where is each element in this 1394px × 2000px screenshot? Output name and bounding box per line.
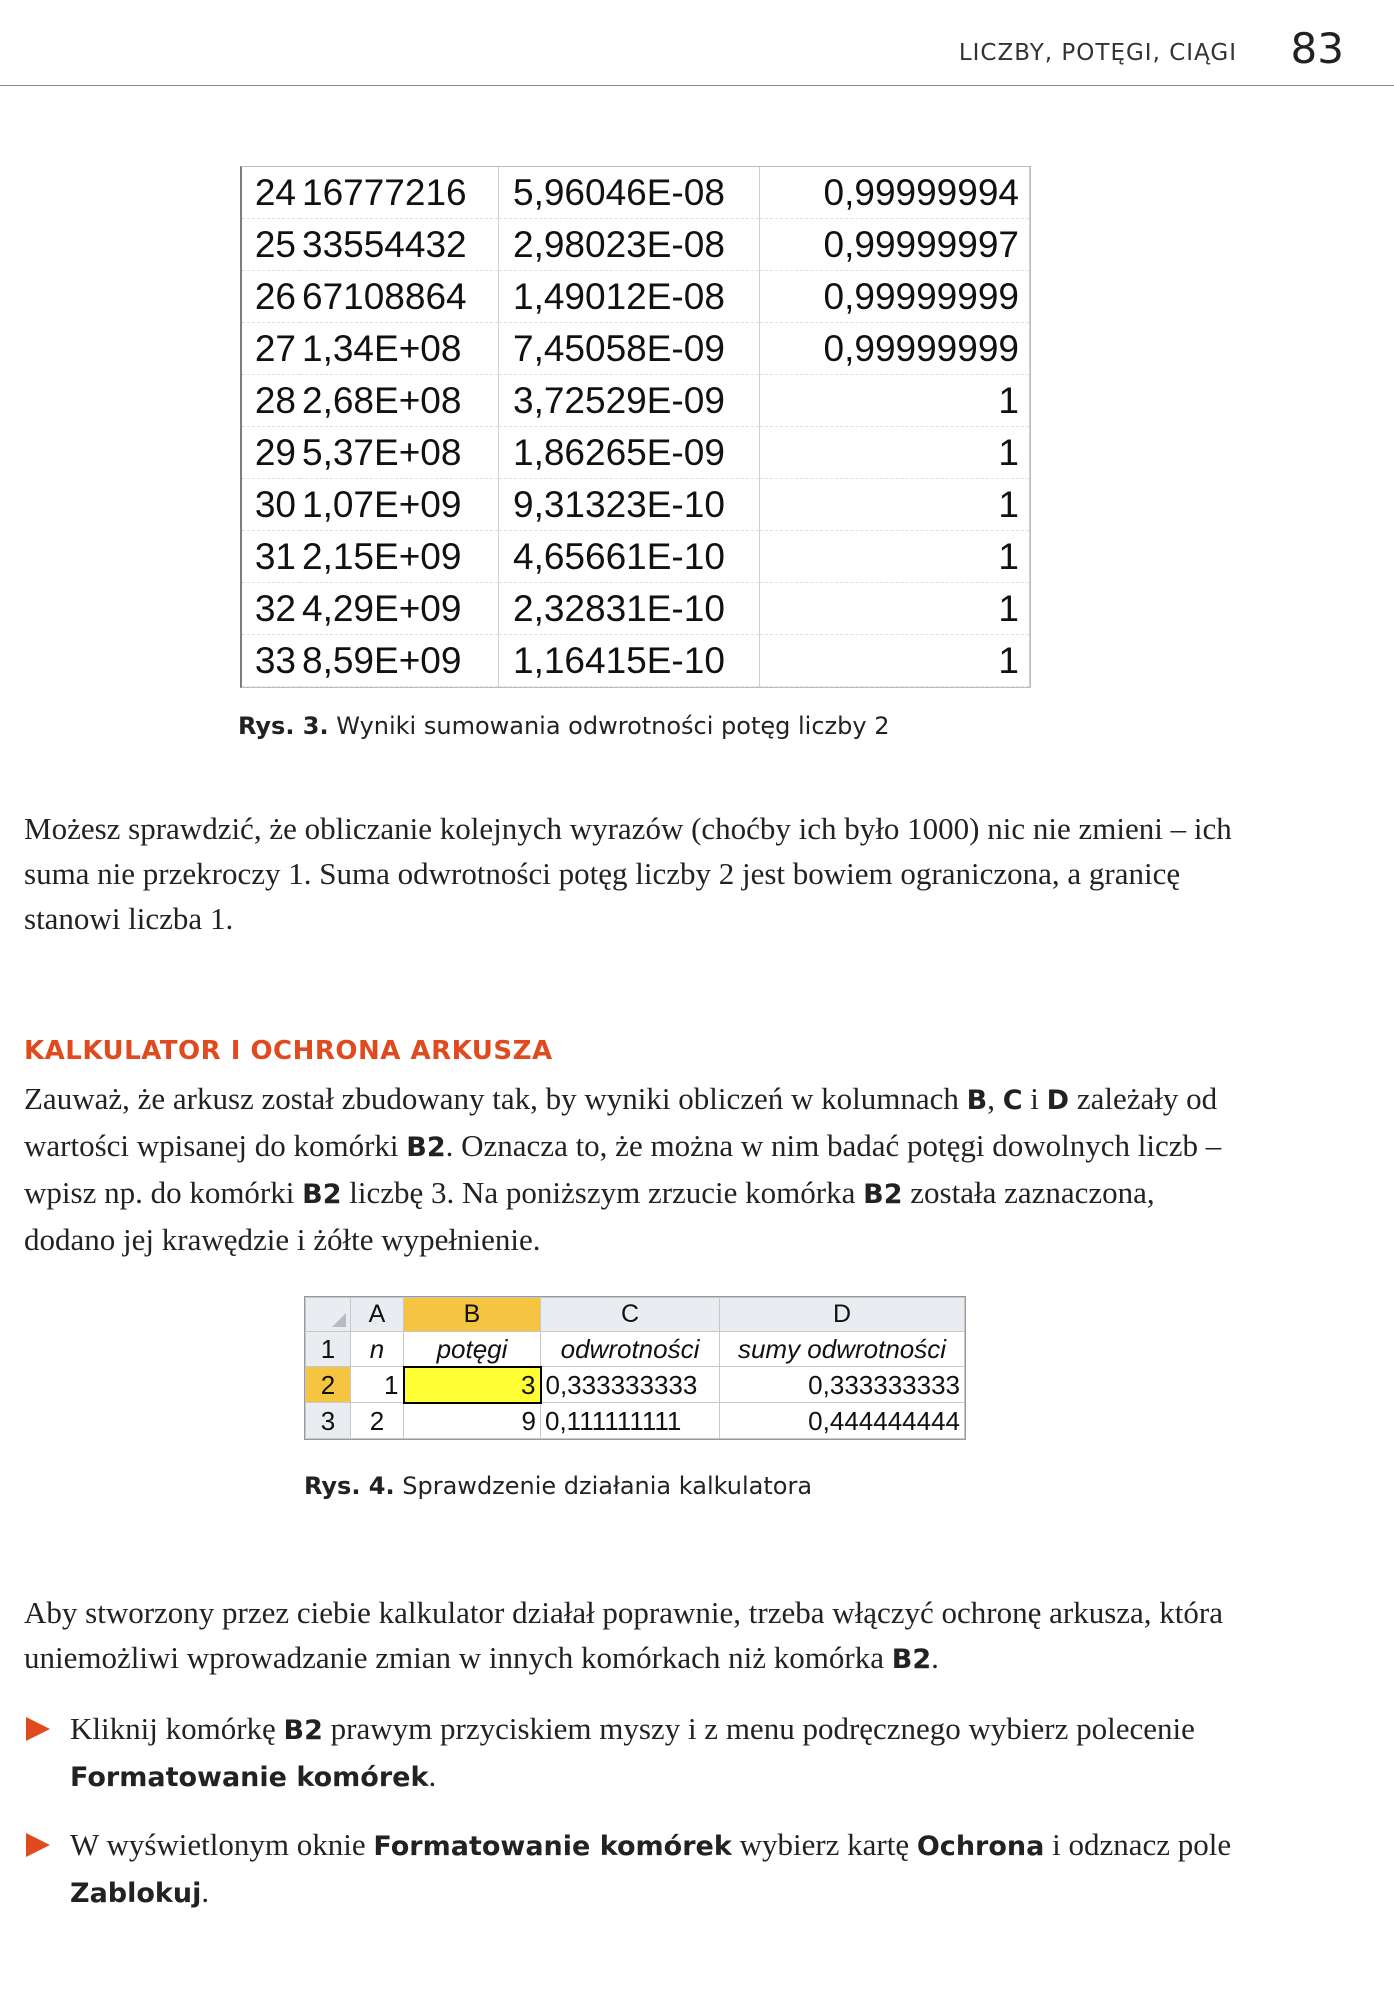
cell-c2[interactable]: 0,333333333	[541, 1367, 720, 1403]
results-table	[242, 167, 1030, 687]
table-row	[242, 167, 1030, 218]
cell-n: 27	[242, 322, 300, 374]
table-row	[242, 582, 1030, 634]
cell-d3[interactable]: 0,444444444	[720, 1403, 965, 1439]
cell-power: 33554432	[300, 218, 499, 270]
cell-n: 24	[242, 167, 300, 218]
cell-inverse: 1,16415E-10	[499, 634, 760, 686]
header-divider	[0, 85, 1394, 86]
table-row	[242, 478, 1030, 530]
cell-inverse: 4,65661E-10	[499, 530, 760, 582]
cell-sum: 1	[760, 374, 1030, 426]
cell-n: 32	[242, 582, 300, 634]
section-heading: KALKULATOR I OCHRONA ARKUSZA	[24, 1036, 553, 1066]
caption-text: Wyniki sumowania odwrotności potęg liczby 2	[336, 712, 890, 740]
figure-4-caption	[304, 1472, 812, 1500]
column-headers	[306, 1298, 965, 1332]
cell-n: 28	[242, 374, 300, 426]
cell-inverse: 9,31323E-10	[499, 478, 760, 530]
cell-b3[interactable]: 9	[404, 1403, 541, 1439]
cell-a1[interactable]: n	[351, 1331, 404, 1367]
paragraph-calculator: Zauważ, że arkusz został zbudowany tak, by wyniki obliczeń w kolumnach B, C i D zależały od wartości wpisanej do komórki B2. Oznacza to, że można w nim badać potęgi dowolnych liczb – wpisz np. do komórki B2 liczbę 3. Na poniższym zrzucie komórka B2 została zaznaczona, dodano jej krawędzie i żółte wypełnienie.	[24, 1081, 1222, 1257]
caption-text: Sprawdzenie działania kalkulatora	[402, 1472, 813, 1500]
table-row	[242, 374, 1030, 426]
table-row	[242, 426, 1030, 478]
bullet-step-1: Kliknij komórkę B2 prawym przyciskiem myszy i z menu podręcznego wybierz polecenie Formatowanie komórek.	[70, 1706, 1250, 1800]
page-number: 83	[1290, 24, 1344, 73]
cell-b1[interactable]: potęgi	[404, 1331, 541, 1367]
cell-power: 2,15E+09	[300, 530, 499, 582]
bullet-step-2: W wyświetlonym oknie Formatowanie komórek wybierz kartę Ochrona i odznacz pole Zablokuj.	[70, 1822, 1250, 1916]
cell-d1[interactable]: sumy odwrotności	[720, 1331, 965, 1367]
cell-a2[interactable]: 1	[351, 1367, 404, 1403]
paragraph-protection: Aby stworzony przez ciebie kalkulator działał poprawnie, trzeba włączyć ochronę arkusza, która uniemożliwi wprowadzanie zmian w innych komórkach niż komórka B2.	[24, 1595, 1223, 1675]
row-header-1[interactable]: 1	[306, 1331, 351, 1367]
table-row	[242, 634, 1030, 686]
bullet-arrow-icon	[26, 1717, 50, 1741]
figure-4-spreadsheet	[304, 1296, 966, 1440]
cell-power: 16777216	[300, 167, 499, 218]
table-row	[242, 530, 1030, 582]
cell-b2-selected[interactable]: 3	[404, 1367, 541, 1403]
table-row	[242, 270, 1030, 322]
select-all-corner[interactable]	[306, 1298, 351, 1332]
sheet-row-1	[306, 1331, 965, 1367]
cell-sum: 0,99999997	[760, 218, 1030, 270]
cell-sum: 1	[760, 426, 1030, 478]
bullet-arrow-icon	[26, 1833, 50, 1857]
cell-sum: 0,99999999	[760, 322, 1030, 374]
cell-inverse: 3,72529E-09	[499, 374, 760, 426]
cell-n: 26	[242, 270, 300, 322]
row-header-3[interactable]: 3	[306, 1403, 351, 1439]
running-header: LICZBY, POTĘGI, CIĄGI	[958, 40, 1237, 66]
cell-power: 2,68E+08	[300, 374, 499, 426]
figure-3-caption	[238, 712, 889, 740]
figure-3-spreadsheet	[240, 166, 1031, 688]
cell-inverse: 5,96046E-08	[499, 167, 760, 218]
column-header-b[interactable]: B	[404, 1298, 541, 1332]
cell-inverse: 1,49012E-08	[499, 270, 760, 322]
calculator-grid	[305, 1297, 965, 1439]
cell-d2[interactable]: 0,333333333	[720, 1367, 965, 1403]
cell-inverse: 1,86265E-09	[499, 426, 760, 478]
cell-n: 31	[242, 530, 300, 582]
cell-sum: 1	[760, 634, 1030, 686]
cell-a3[interactable]: 2	[351, 1403, 404, 1439]
cell-c3[interactable]: 0,111111111	[541, 1403, 720, 1439]
cell-n: 29	[242, 426, 300, 478]
cell-sum: 0,99999994	[760, 167, 1030, 218]
cell-power: 5,37E+08	[300, 426, 499, 478]
cell-inverse: 2,98023E-08	[499, 218, 760, 270]
sheet-row-3	[306, 1403, 965, 1439]
cell-power: 4,29E+09	[300, 582, 499, 634]
column-header-c[interactable]: C	[541, 1298, 720, 1332]
row-header-2[interactable]: 2	[306, 1367, 351, 1403]
table-row	[242, 218, 1030, 270]
cell-sum: 0,99999999	[760, 270, 1030, 322]
column-header-d[interactable]: D	[720, 1298, 965, 1332]
cell-power: 8,59E+09	[300, 634, 499, 686]
cell-sum: 1	[760, 530, 1030, 582]
cell-power: 1,07E+09	[300, 478, 499, 530]
cell-c1[interactable]: odwrotności	[541, 1331, 720, 1367]
cell-n: 30	[242, 478, 300, 530]
caption-label: Rys. 3.	[238, 712, 329, 740]
cell-power: 67108864	[300, 270, 499, 322]
cell-sum: 1	[760, 582, 1030, 634]
cell-n: 25	[242, 218, 300, 270]
cell-sum: 1	[760, 478, 1030, 530]
paragraph-limit: Możesz sprawdzić, że obliczanie kolejnych wyrazów (choćby ich było 1000) nic nie zmieni – ich suma nie przekroczy 1. Suma odwrotności potęg liczby 2 jest bowiem ograniczona, a granicę stanowi liczba 1.	[24, 811, 1232, 936]
cell-inverse: 7,45058E-09	[499, 322, 760, 374]
cell-power: 1,34E+08	[300, 322, 499, 374]
cell-inverse: 2,32831E-10	[499, 582, 760, 634]
table-row	[242, 322, 1030, 374]
cell-n: 33	[242, 634, 300, 686]
column-header-a[interactable]: A	[351, 1298, 404, 1332]
sheet-row-2	[306, 1367, 965, 1403]
caption-label: Rys. 4.	[304, 1472, 395, 1500]
